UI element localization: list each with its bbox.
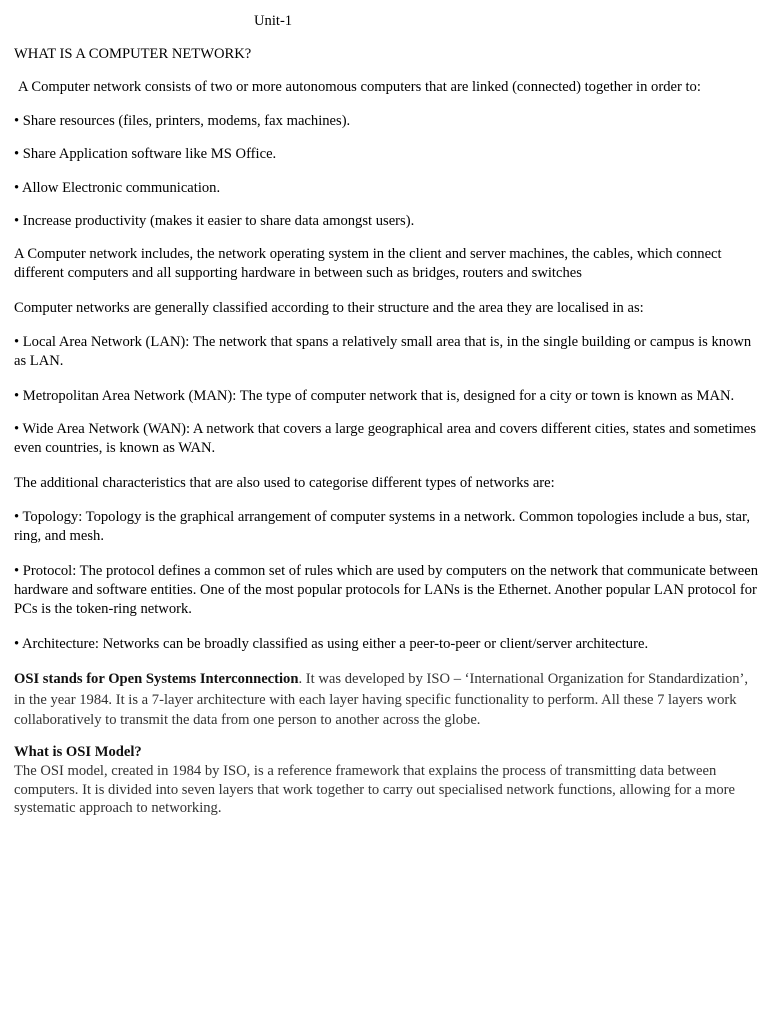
network-type-lan — [14, 333, 762, 371]
bullet-mark: • — [14, 146, 20, 162]
osi-rest-text: . It was developed by ISO – ‘International Organization for Standardization’, in the year 1984. It is a 7-layer architecture with each layer having specific functionality to perform. All these 7 layers work collaboratively to transmit the data from one person to another across the globe. — [14, 671, 749, 728]
osi-bold-lead: OSI stands for Open Systems Interconnection — [14, 671, 299, 687]
purpose-bullet — [14, 179, 762, 198]
additional-paragraph: The additional characteristics that are also used to categorise different types of networks are: — [14, 475, 555, 491]
characteristic-topology — [14, 508, 762, 546]
purpose-bullet — [14, 212, 762, 231]
characteristic-protocol — [14, 562, 762, 619]
bullet-mark: • — [14, 636, 20, 652]
intro-text: A Computer network consists of two or more autonomous computers that are linked (connected) together in order to: — [18, 79, 701, 95]
purpose-bullet — [14, 112, 762, 131]
network-type-text: Metropolitan Area Network (MAN): The type of computer network that is, designed for a city or town is known as MAN. — [22, 388, 735, 404]
characteristic-architecture — [14, 635, 762, 654]
section-heading: WHAT IS A COMPUTER NETWORK? — [14, 46, 252, 62]
unit-title: Unit-1 — [254, 13, 293, 29]
purpose-text: Allow Electronic communication. — [21, 180, 221, 196]
bullet-mark: • — [14, 180, 20, 196]
bullet-mark: • — [14, 563, 20, 579]
network-type-man — [14, 387, 762, 406]
purpose-text: Share Application software like MS Office. — [22, 146, 277, 162]
includes-paragraph: A Computer network includes, the network operating system in the client and server machines, the cables, which connect different computers and all supporting hardware in between such as bridges, routers and switches — [14, 246, 722, 281]
characteristic-text: Protocol: The protocol defines a common set of rules which are used by computers on the network that communicate between hardware and software entities. One of the most popular protocols for LANs is the Ethernet. Another popular LAN protocol for PCs is the token-ring network. — [14, 563, 759, 617]
classified-paragraph: Computer networks are generally classified according to their structure and the area they are localised in as: — [14, 300, 644, 316]
intro-paragraph — [14, 78, 762, 97]
characteristic-text: Architecture: Networks can be broadly classified as using either a peer-to-peer or client/server architecture. — [21, 636, 649, 652]
bullet-mark: • — [14, 421, 20, 437]
purpose-text: Share resources (files, printers, modems, fax machines). — [22, 113, 351, 129]
osi-model-body: The OSI model, created in 1984 by ISO, is a reference framework that explains the process of transmitting data between computers. It is divided into seven layers that work together to carry out specialised network functions, allowing for a more systematic approach to networking. — [14, 763, 735, 816]
bullet-mark: • — [14, 113, 20, 129]
network-type-text: Local Area Network (LAN): The network that spans a relatively small area that is, in the single building or campus is known as LAN. — [14, 334, 752, 369]
purpose-text: Increase productivity (makes it easier to share data amongst users). — [22, 213, 415, 229]
network-type-wan — [14, 420, 762, 458]
network-type-text: Wide Area Network (WAN): A network that covers a large geographical area and covers different cities, states and sometimes even countries, is known as WAN. — [14, 421, 757, 456]
bullet-mark: • — [14, 509, 20, 525]
bullet-mark: • — [14, 388, 20, 404]
purpose-bullet — [14, 145, 762, 164]
bullet-mark: • — [14, 334, 20, 350]
osi-paragraph — [14, 669, 762, 731]
osi-model-heading: What is OSI Model? — [14, 744, 142, 760]
bullet-mark: • — [14, 213, 20, 229]
characteristic-text: Topology: Topology is the graphical arrangement of computer systems in a network. Common topologies include a bus, star, ring, and mesh. — [14, 509, 750, 544]
